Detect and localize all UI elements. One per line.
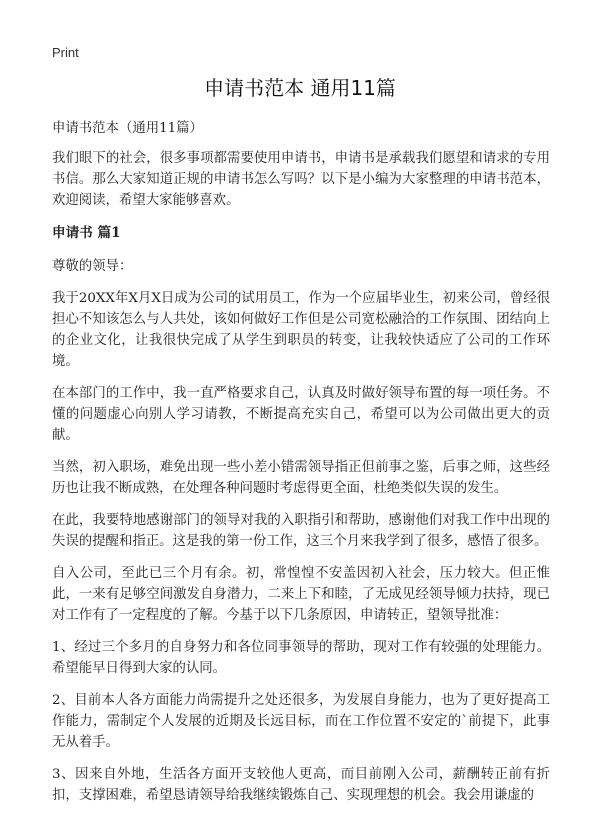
body-paragraph: 在此，我要特地感谢部门的领导对我的入职指引和帮助，感谢他们对我工作中出现的失误的提醒和指正。这是我的第一份工作，这三个月来我学到了很多，感悟了很多。 [52, 513, 550, 549]
list-item-2: 2、目前本人各方面能力尚需提升之处还很多，为发展自身能力，也为了更好提高工作能力，需制定个人发展的近期及长远目标，而在工作位置不安定的`前提下，此事无从着手。 [52, 693, 550, 750]
intro-paragraph: 我们眼下的社会，很多事项都需要使用申请书，申请书是承载我们愿望和请求的专用书信。那么大家知道正规的申请书怎么写吗？以下是小编为大家整理的申请书范本，欢迎阅读，希望大家能够喜欢。 [52, 151, 550, 208]
body-paragraph: 当然，初入职场，难免出现一些小差小错需领导指正但前事之鉴，后事之师，这些经历也让我不断成熟，在处理各种问题时考虑得更全面，杜绝类似失误的发生。 [52, 460, 550, 496]
body-paragraph: 在本部门的工作中，我一直严格要求自己，认真及时做好领导布置的每一项任务。不懂的问题虚心向别人学习请教，不断提高充实自己，希望可以为公司做出更大的贡献。 [52, 386, 550, 443]
print-link[interactable]: Print [52, 45, 79, 60]
list-item-1: 1、经过三个多月的自身努力和各位同事领导的帮助，现对工作有较强的处理能力。希望能早日得到大家的认同。 [52, 640, 550, 676]
document-title: 申请书范本 通用11篇 [204, 76, 396, 100]
salutation: 尊敬的领导： [52, 259, 133, 274]
list-item-3: 3、因来自外地，生活各方面开支较他人更高，而目前刚入公司，薪酬转正前有折扣，支撑困难，希望恳请领导给我继续锻炼自己、实现理想的机会。我会用谦虚的 [52, 767, 550, 803]
body-paragraph: 自入公司，至此已三个月有余。初，常惶惶不安盖因初入社会，压力较大。但正惟此，一来有足够空间激发自身潜力，二来上下和睦，了无成见经领导倾力扶持，现已对工作有了一定程度的了解。今基于以下几条原因，申请转正，望领导批准： [52, 566, 550, 623]
body-paragraph: 我于20XX年X月X日成为公司的试用员工，作为一个应届毕业生，初来公司，曾经很担心不知该怎么与人共处，该如何做好工作但是公司宽松融洽的工作氛围、团结向上的企业文化，让我很快完成了从学生到职员的转变，让我较快适应了公司的工作环境。 [52, 291, 550, 369]
document-subtitle: 申请书范本（通用11篇） [52, 121, 203, 136]
section-heading: 申请书 篇1 [52, 225, 121, 241]
document-body [52, 118, 550, 817]
